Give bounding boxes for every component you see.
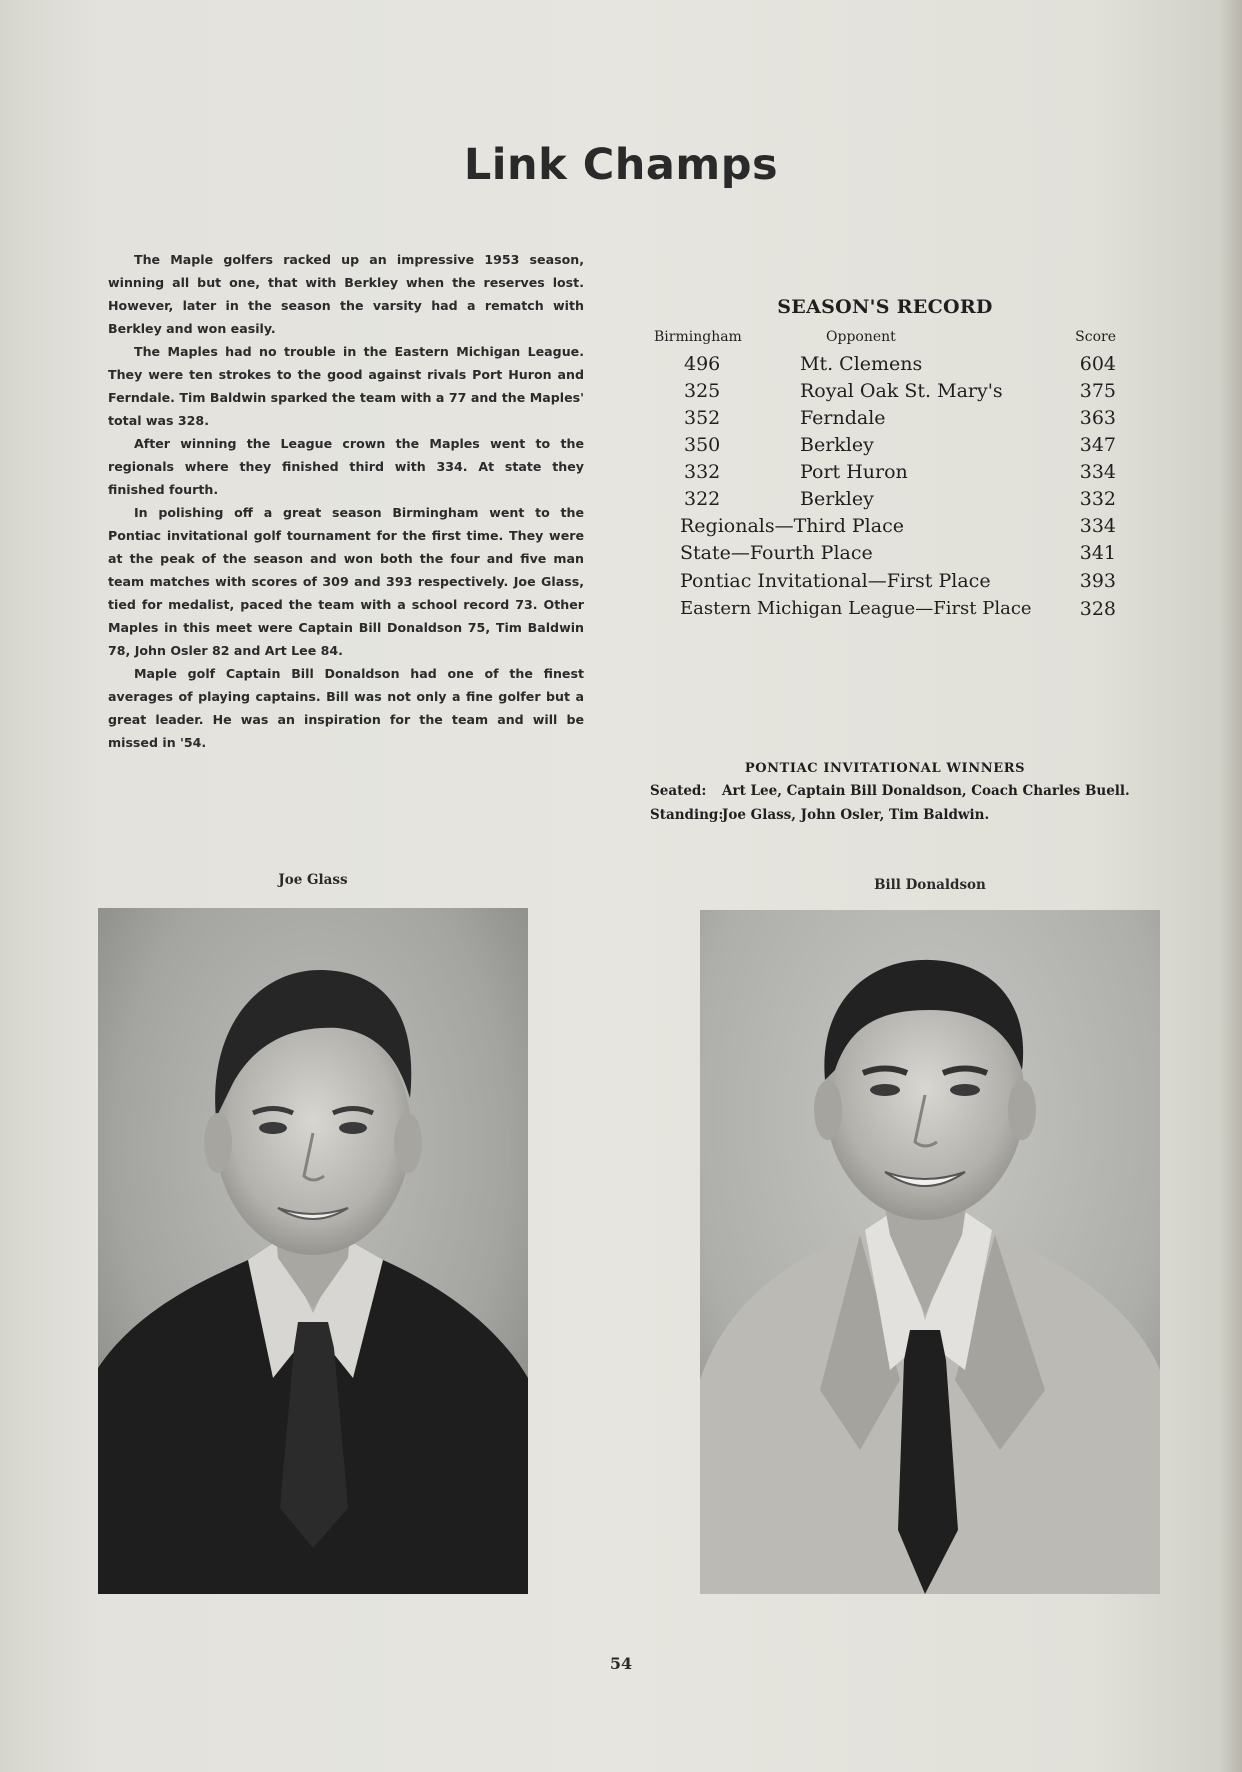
table-row <box>650 353 1120 380</box>
tournament-row <box>650 542 1120 569</box>
article-paragraph: After winning the League crown the Maples went to the regionals where they finished third with 334. At state they finished fourth. <box>108 436 584 497</box>
header-birmingham: Birmingham <box>654 329 742 345</box>
header-opponent: Opponent <box>826 329 896 345</box>
opponent-name: Mt. Clemens <box>800 353 923 375</box>
birmingham-score: 332 <box>684 461 721 483</box>
tournament-score: 393 <box>1079 570 1116 592</box>
tournament-result: State—Fourth Place <box>680 542 873 564</box>
tournament-row <box>650 598 1120 625</box>
opponent-name: Port Huron <box>800 461 908 483</box>
opponent-score: 604 <box>1079 353 1116 375</box>
caption-title: PONTIAC INVITATIONAL WINNERS <box>744 761 1026 776</box>
portrait-photo-bill-donaldson <box>700 910 1160 1594</box>
table-row <box>650 488 1120 515</box>
photo-caption-bill-donaldson: Bill Donaldson <box>874 877 986 893</box>
opponent-name: Berkley <box>800 488 874 510</box>
header-score: Score <box>1075 329 1116 345</box>
standing-names: Joe Glass, John Osler, Tim Baldwin. <box>722 807 990 823</box>
opponent-name: Ferndale <box>800 407 886 429</box>
opponent-score: 347 <box>1079 434 1116 456</box>
portrait-image <box>98 908 528 1594</box>
table-row <box>650 407 1120 434</box>
tournament-row <box>650 570 1120 597</box>
tournament-score: 334 <box>1079 515 1116 537</box>
article-body <box>108 248 584 754</box>
article-paragraph: The Maples had no trouble in the Eastern Michigan League. They were ten strokes to the good against rivals Port Huron and Ferndale. Tim Baldwin sparked the team with a 77 and the Maples' total was 328. <box>108 344 584 428</box>
opponent-score: 332 <box>1079 488 1116 510</box>
opponent-score: 334 <box>1079 461 1116 483</box>
photo-caption-joe-glass: Joe Glass <box>278 872 348 888</box>
birmingham-score: 350 <box>684 434 721 456</box>
page-edge-shadow <box>1220 0 1242 1772</box>
article-paragraph: Maple golf Captain Bill Donaldson had one of the finest averages of playing captains. Bill was not only a fine golfer but a great leader. He was an inspiration for the team and will be missed in '54. <box>108 666 584 750</box>
birmingham-score: 352 <box>684 407 721 429</box>
opponent-name: Berkley <box>800 434 874 456</box>
tournament-result: Eastern Michigan League—First Place <box>680 598 1032 619</box>
tournament-score: 341 <box>1079 542 1116 564</box>
table-row <box>650 380 1120 407</box>
birmingham-score: 322 <box>684 488 721 510</box>
portrait-image <box>700 910 1160 1594</box>
article-paragraph: In polishing off a great season Birmingham went to the Pontiac invitational golf tournament for the first time. They were at the peak of the season and won both the four and five man team matches with scores of 309 and 393 respectively. Joe Glass, tied for medalist, paced the team with a school record 73. Other Maples in this meet were Captain Bill Donaldson 75, Tim Baldwin 78, John Osler 82 and Art Lee 84. <box>108 505 584 658</box>
page-title: Link Champs <box>463 140 779 190</box>
seated-label: Seated: <box>650 783 707 799</box>
caption-standing <box>650 807 989 823</box>
birmingham-score: 496 <box>684 353 721 375</box>
opponent-name: Royal Oak St. Mary's <box>800 380 1003 402</box>
birmingham-score: 325 <box>684 380 721 402</box>
standing-label: Standing: <box>650 807 724 823</box>
tournament-row <box>650 515 1120 542</box>
caption-seated <box>650 783 1130 799</box>
portrait-photo-joe-glass <box>98 908 528 1594</box>
seated-names: Art Lee, Captain Bill Donaldson, Coach Charles Buell. <box>722 783 1130 799</box>
opponent-score: 363 <box>1079 407 1116 429</box>
article-paragraph: The Maple golfers racked up an impressive 1953 season, winning all but one, that with Berkley when the reserves lost. However, later in the season the varsity had a rematch with Berkley and won easily. <box>108 252 584 336</box>
page-number: 54 <box>609 1654 633 1673</box>
table-row <box>650 434 1120 461</box>
table-row <box>650 461 1120 488</box>
season-record-title: SEASON'S RECORD <box>777 296 993 318</box>
opponent-score: 375 <box>1079 380 1116 402</box>
tournament-result: Pontiac Invitational—First Place <box>680 570 991 592</box>
tournament-result: Regionals—Third Place <box>680 515 904 537</box>
tournament-score: 328 <box>1079 598 1116 620</box>
